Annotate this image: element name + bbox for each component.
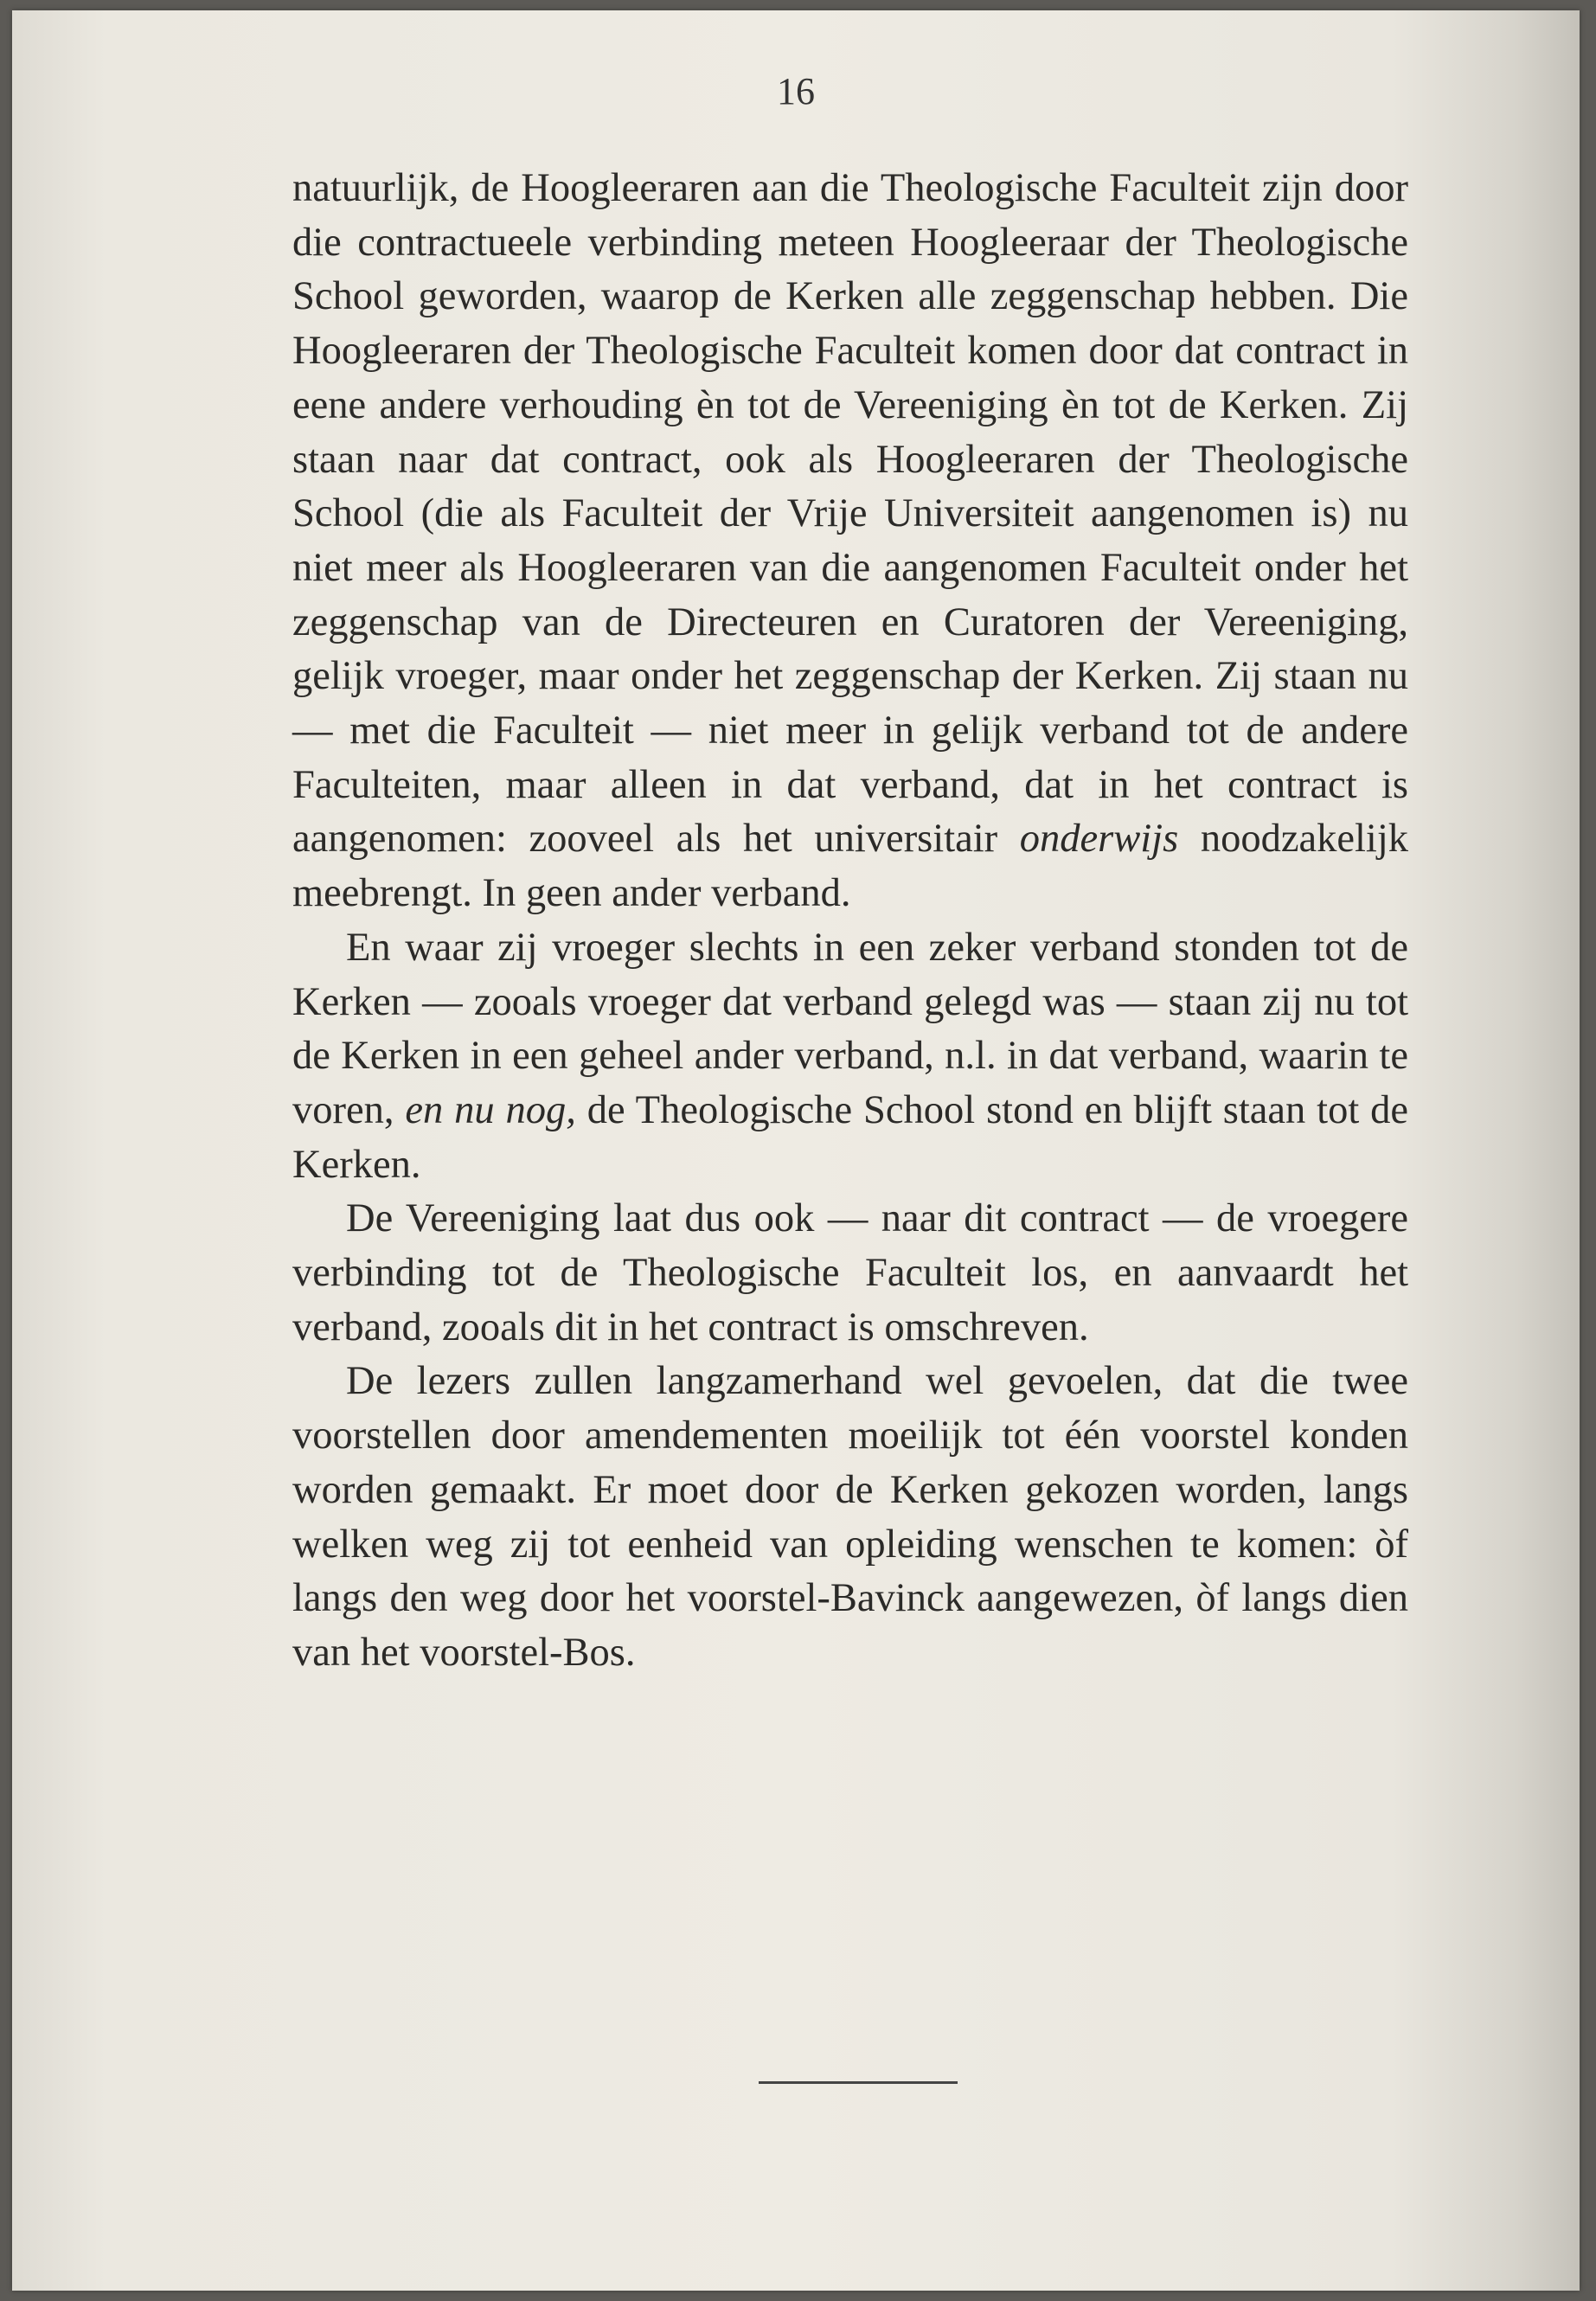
paragraph-3: De Vereeniging laat dus ook — naar dit contract — de vroegere verbinding tot de Theologische Faculteit los, en aanvaardt het verband, zooals dit in het contract is omschreven. (292, 1196, 1408, 1349)
paragraph-1 (292, 162, 1408, 921)
book-page (12, 10, 1580, 2291)
paragraph-2 (292, 921, 1408, 1193)
body-text (292, 162, 1408, 1681)
paragraph-1-text: natuurlijk, de Hoogleeraren aan die Theologische Faculteit zijn door die contractueele verbinding meteen Hoogleeraar der Theologische School geworden, waarop de Kerken alle zeggenschap hebben. Die Hoogleeraren der Theologische Faculteit komen door dat contract in eene andere verhouding èn tot de Vereeniging èn tot de Kerken. Zij staan naar dat contract, ook als Hoogleeraren der Theologische School (die als Faculteit der Vrije Universiteit aangenomen is) nu niet meer als Hoogleeraren van die aangenomen Faculteit onder het zeggenschap van de Directeuren en Curatoren der Vereeniging, gelijk vroeger, maar onder het zeggenschap der Kerken. Zij staan nu — met die Faculteit — niet meer in gelijk verband tot de andere Faculteiten, maar alleen in dat verband, dat in het contract is aangenomen: zooveel als het universitair (292, 166, 1408, 862)
paragraph-1-emphasis: onderwijs (1019, 817, 1179, 862)
page-number: 16 (777, 70, 815, 112)
paragraph-2-text: En waar zij vroeger slechts in een zeker verband stonden tot de Kerken — zooals vroeger dat verband gelegd was — staan zij nu tot de Kerken in een geheel ander verband, n.l. in dat verband, waarin te voren, (292, 925, 1408, 1132)
paragraph-2-emphasis: en nu nog, (405, 1087, 576, 1132)
paragraph-1-text-end: noodzakelijk meebrengt. In geen ander verband. (292, 817, 1408, 916)
section-divider (759, 2081, 958, 2084)
paragraph-2-text-end: de Theologische School stond en blijft staan tot de Kerken. (292, 1087, 1409, 1187)
paragraph-4: De lezers zullen langzamerhand wel gevoelen, dat die twee voorstellen door amendementen moeilijk tot één voorstel konden worden gemaakt. Er moet door de Kerken gekozen worden, langs welken weg zij tot eenheid van opleiding wenschen te komen: òf langs den weg door het voorstel-Bavinck aangewezen, òf langs dien van het voorstel-Bos. (292, 1359, 1408, 1675)
